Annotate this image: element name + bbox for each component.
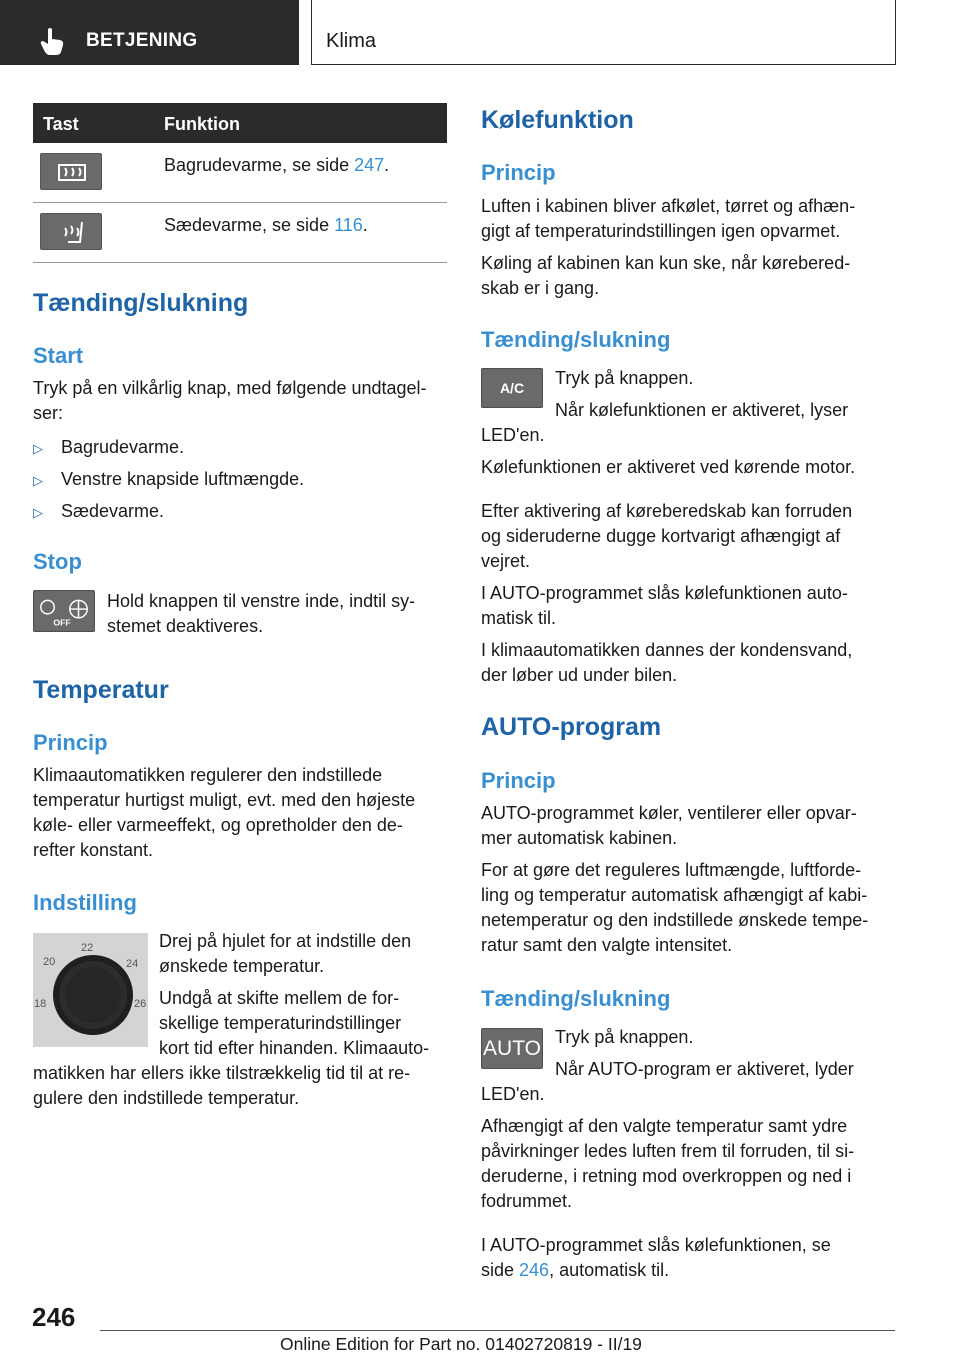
heading-koelefunktion: Kølefunktion [481,106,634,134]
start-text: ser: [33,403,64,423]
body-text: LED'en. [481,1084,545,1104]
body-text: I klimaautomatikken dannes der kondensvand, [481,640,853,660]
indstilling-text: Undgå at skifte mellem de for- [159,988,400,1008]
heading-indstilling: Indstilling [33,890,137,915]
table-row [33,203,447,263]
page-link[interactable]: 247 [354,155,385,175]
section-label: BETJENING [86,30,198,51]
body-text: der løber ud under bilen. [481,665,678,685]
body-text: LED'en. [481,425,545,445]
list-item: ▷ Sædevarme. [33,501,165,521]
table-row [33,143,447,203]
princip-text: temperatur hurtigst muligt, evt. med den højeste [33,790,416,810]
dial-label: 24 [126,958,139,970]
body-text: skab er i gang. [481,278,600,298]
princip-text: Klimaautomatikken regulerer den indstillede [33,765,383,785]
body-text: Efter aktivering af køreberedskab kan forruden [481,501,853,521]
heading-taending: Tænding/slukning [33,289,249,317]
rear-defrost-button-image [40,153,102,190]
body-text: ling og temperatur automatisk afhængigt af kabi- [481,885,868,905]
col-funktion: Funktion [164,114,240,134]
stop-text: stemet deaktiveres. [107,616,264,636]
svg-text:OFF: OFF [53,617,71,628]
body-text: påvirkninger ledes luften frem til forruden, til si- [481,1141,855,1161]
body-text: Kølefunktionen er aktiveret ved kørende motor. [481,457,856,477]
ac-label: A/C [499,380,525,396]
body-text: I AUTO-programmet slås kølefunktionen auto- [481,583,848,603]
temperature-dial-icon [33,933,148,1047]
section-tab [0,0,299,65]
body-text: side 246, automatisk til. [481,1260,670,1280]
list-item: ▷ Bagrudevarme. [33,437,185,457]
indstilling-text: kort tid efter hinanden. Klimaauto- [159,1038,430,1058]
body-text: Tryk på knappen. [555,1027,694,1047]
dial-label: 20 [43,956,56,968]
heading-temperatur: Temperatur [33,676,169,704]
footer-divider [100,1330,895,1331]
body-text: Luften i kabinen bliver afkølet, tørret og afhæn- [481,196,856,216]
auto-label: AUTO [483,1036,541,1060]
body-text: Tryk på knappen. [555,368,694,388]
page-link[interactable]: 116 [334,215,363,235]
seat-heat-button-image [40,213,102,250]
dial-label: 18 [34,998,47,1010]
col-tast: Tast [43,114,79,134]
body-text: ratur samt den valgte intensitet. [481,935,733,955]
heading-stop: Stop [33,549,82,574]
heading-princip: Princip [481,768,556,793]
indstilling-text: Drej på hjulet for at indstille den [159,931,412,951]
fan-off-icon [34,590,94,632]
heading-auto-program: AUTO-program [481,713,662,741]
page-link[interactable]: 246 [519,1260,550,1280]
triangle-bullet-icon: ▷ [33,441,43,456]
temperature-dial-image [33,933,148,1047]
rear-defrost-icon [41,154,103,191]
row-desc: Bagrudevarme, se side 247. [164,155,390,175]
hand-pointer-icon [40,27,66,55]
body-text: fodrummet. [481,1191,573,1211]
body-text: AUTO-programmet køler, ventilerer eller opvar- [481,803,857,823]
page-number: 246 [32,1302,76,1332]
body-text: og sideruderne dugge kortvarigt afhængigt af [481,526,841,546]
body-text: deruderne, i retning mod overkroppen og ned i [481,1166,852,1186]
triangle-bullet-icon: ▷ [33,505,43,520]
indstilling-text: matikken har ellers ikke tilstrækkelig tid til at re- [33,1063,411,1083]
heading-princip: Princip [33,730,108,755]
seat-heating-icon [41,214,103,251]
body-text: netemperatur og den indstillede ønskede tempe- [481,910,869,930]
table-header [33,103,447,143]
chapter-label: Klima [326,30,377,52]
indstilling-text: ønskede temperatur. [159,956,325,976]
stop-text: Hold knappen til venstre inde, indtil sy- [107,591,416,611]
body-text: matisk til. [481,608,557,628]
body-text: Når AUTO-program er aktiveret, lyder [555,1059,854,1079]
footer-edition: Online Edition for Part no. 01402720819 - II/19 [280,1334,642,1354]
triangle-bullet-icon: ▷ [33,473,43,488]
body-text: mer automatisk kabinen. [481,828,678,848]
body-text: vejret. [481,551,531,571]
chapter-header [311,0,896,65]
list-item: ▷ Venstre knapside luftmængde. [33,469,305,489]
dial-label: 22 [81,942,94,954]
body-text: I AUTO-programmet slås kølefunktionen, se [481,1235,831,1255]
row-desc: Sædevarme, se side 116. [164,215,368,235]
dial-label: 26 [134,998,147,1010]
heading-start: Start [33,343,84,368]
ac-button-image [481,368,543,408]
body-text: Afhængigt af den valgte temperatur samt ydre [481,1116,848,1136]
body-text: For at gøre det reguleres luftmængde, luftforde- [481,860,862,880]
indstilling-text: skellige temperaturindstillinger [159,1013,402,1033]
princip-text: køle- eller varmeeffekt, og opretholder den de- [33,815,403,835]
key-function-table [33,103,447,263]
start-text: Tryk på en vilkårlig knap, med følgende undtagel- [33,378,427,398]
auto-button-image [481,1028,543,1069]
princip-text: refter konstant. [33,840,154,860]
heading-princip: Princip [481,160,556,185]
heading-taending: Tænding/slukning [481,986,671,1011]
indstilling-text: gulere den indstillede temperatur. [33,1088,300,1108]
body-text: Køling af kabinen kan kun ske, når kørebered- [481,253,851,273]
body-text: Når kølefunktionen er aktiveret, lyser [555,400,849,420]
body-text: gigt af temperaturindstillingen igen opvarmet. [481,221,841,241]
fan-off-button-image [33,590,95,632]
heading-taending: Tænding/slukning [481,327,671,352]
